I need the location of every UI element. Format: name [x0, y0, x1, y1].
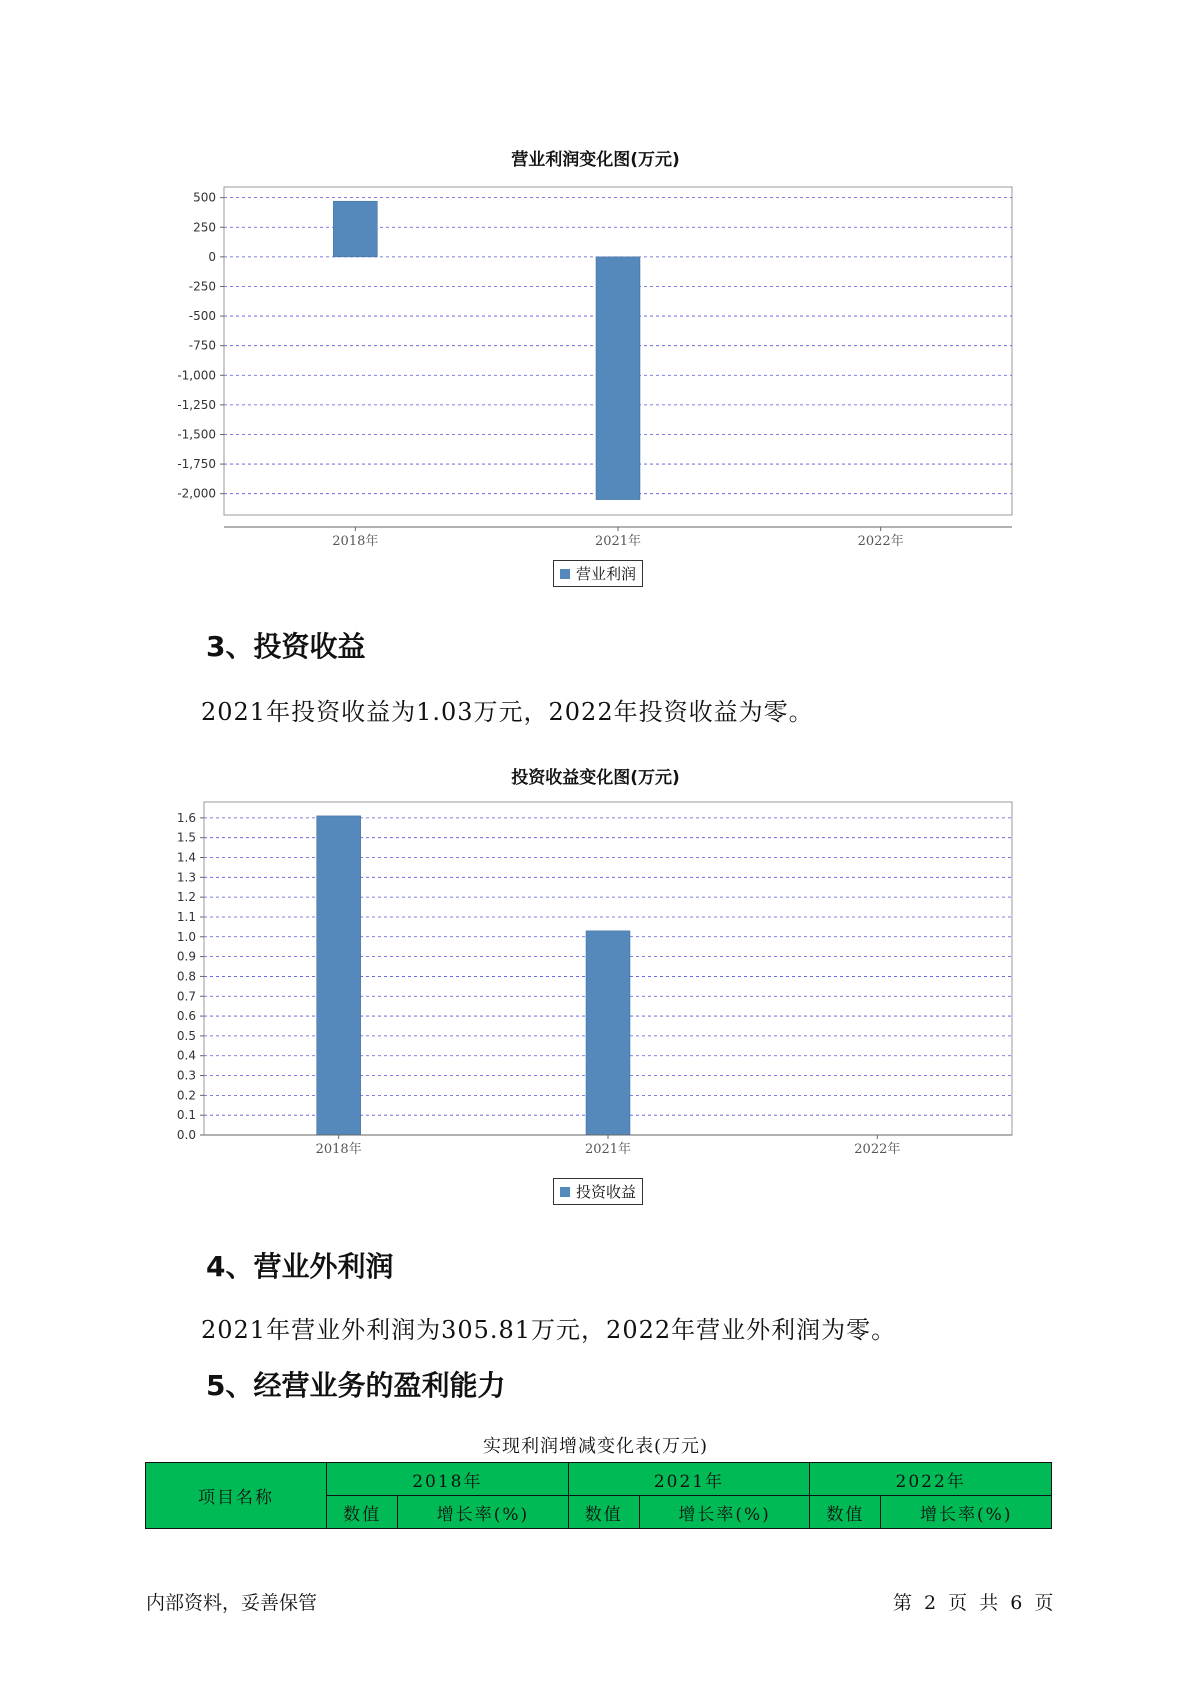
- investment-income-chart: [0, 790, 1191, 1170]
- chart2-title: 投资收益变化图(万元): [511, 768, 680, 788]
- y-tick-label: 1.1: [176, 909, 196, 924]
- bar: [333, 201, 377, 257]
- y-tick-label: 0: [208, 249, 216, 264]
- y-tick-label: 0.1: [176, 1108, 196, 1123]
- y-tick-label: -1,500: [177, 427, 216, 442]
- chart2-legend-label: 投资收益: [576, 1183, 637, 1201]
- profit-change-table: [145, 1462, 1052, 1529]
- growth-header: 增长率(%): [881, 1496, 1052, 1529]
- y-tick-label: 0.2: [176, 1088, 196, 1103]
- value-header: 数值: [568, 1496, 639, 1529]
- y-tick-label: -1,750: [177, 457, 216, 472]
- footer-confidential: 内部资料，妥善保管: [146, 1592, 318, 1614]
- y-tick-label: 1.3: [176, 870, 196, 885]
- y-tick-label: 0.3: [176, 1068, 196, 1083]
- y-tick-label: 0.5: [176, 1028, 196, 1043]
- y-tick-label: -750: [188, 338, 216, 353]
- x-tick-label: 2022年: [854, 1142, 901, 1157]
- y-tick-label: -500: [188, 309, 216, 324]
- chart1-legend: [553, 560, 643, 587]
- y-tick-label: 0.4: [176, 1048, 196, 1063]
- x-tick-label: 2021年: [584, 1142, 632, 1157]
- legend-swatch: [560, 1187, 570, 1197]
- growth-header: 增长率(%): [398, 1496, 568, 1529]
- chart1-title: 营业利润变化图(万元): [511, 150, 680, 170]
- y-tick-label: -250: [188, 279, 216, 294]
- y-tick-label: -2,000: [177, 486, 216, 501]
- bar: [586, 931, 630, 1135]
- section-5-heading: 5、经营业务的盈利能力: [206, 1369, 506, 1402]
- bar: [596, 257, 640, 500]
- section-4-text: 2021年营业外利润为305.81万元，2022年营业外利润为零。: [201, 1316, 897, 1344]
- y-tick-label: 1.0: [176, 929, 196, 944]
- y-tick-label: 0.0: [176, 1128, 196, 1142]
- y-tick-label: 1.5: [176, 830, 196, 845]
- x-tick-label: 2022年: [857, 534, 904, 549]
- y-tick-label: 1.4: [176, 850, 196, 865]
- x-tick-label: 2018年: [315, 1142, 362, 1157]
- chart1-legend-label: 营业利润: [576, 565, 637, 583]
- item-name-header: 项目名称: [146, 1463, 327, 1529]
- y-tick-label: 500: [193, 190, 216, 205]
- y-tick-label: 1.2: [176, 890, 196, 905]
- y-tick-label: 0.7: [176, 989, 196, 1004]
- y-tick-label: -1,250: [177, 397, 216, 412]
- operating-profit-chart: [0, 170, 1191, 550]
- y-tick-label: 250: [193, 220, 216, 235]
- y-tick-label: 0.8: [176, 969, 196, 984]
- table-title: 实现利润增减变化表(万元): [482, 1436, 709, 1457]
- section-3-heading: 3、投资收益: [206, 630, 366, 663]
- legend-swatch: [560, 569, 570, 579]
- bar: [317, 816, 361, 1135]
- value-header: 数值: [810, 1496, 881, 1529]
- x-tick-label: 2021年: [594, 534, 642, 549]
- year-header: 2022年: [810, 1463, 1052, 1496]
- growth-header: 增长率(%): [639, 1496, 809, 1529]
- year-header: 2018年: [327, 1463, 569, 1496]
- section-3-text: 2021年投资收益为1.03万元，2022年投资收益为零。: [201, 698, 814, 726]
- y-tick-label: 0.9: [176, 949, 196, 964]
- y-tick-label: 1.6: [176, 810, 196, 825]
- chart2-legend: [553, 1178, 643, 1205]
- year-header: 2021年: [568, 1463, 810, 1496]
- x-tick-label: 2018年: [332, 534, 379, 549]
- value-header: 数值: [327, 1496, 398, 1529]
- footer-page-number: 第 2 页 共 6 页: [893, 1592, 1054, 1614]
- section-4-heading: 4、营业外利润: [206, 1250, 394, 1283]
- y-tick-label: 0.6: [176, 1009, 196, 1024]
- y-tick-label: -1,000: [177, 368, 216, 383]
